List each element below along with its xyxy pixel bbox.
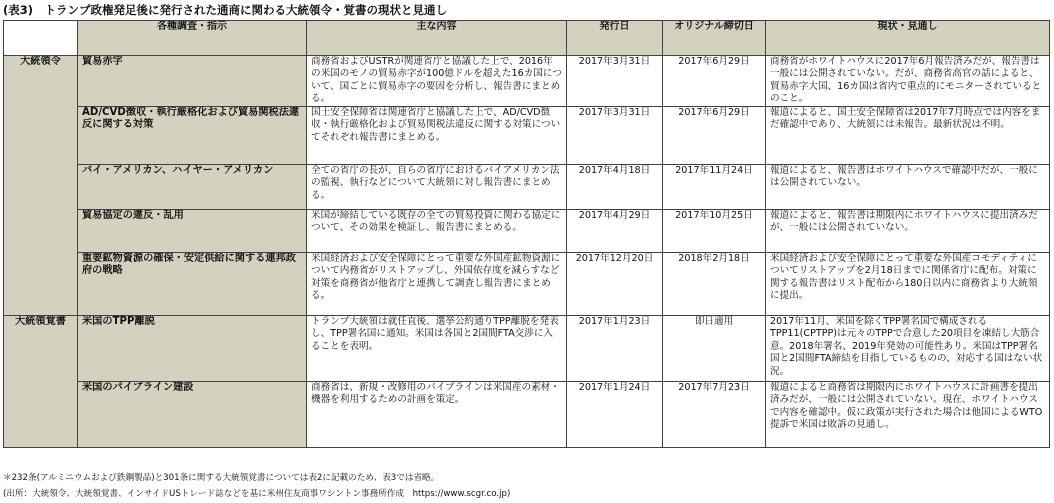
row-name: 貿易赤字 <box>78 56 307 107</box>
row-deadline: 2017年6月29日 <box>663 107 766 165</box>
row-deadline: 2017年6月29日 <box>663 56 766 107</box>
row-content: 国土安全保障省は関連省庁と協議した上で、AD/CVD徴収・執行厳格化および貿易関税法違反に関する対策についてそれぞれ報告書にまとめる。 <box>307 107 567 165</box>
table-row <box>4 107 1050 165</box>
row-content: トランプ大統領は就任直後、選挙公約通りTPP離脱を発表し、TPP署名国に通知。米国は各国と2国間FTA交渉に入ることを表明。 <box>307 316 567 382</box>
table-title: (表3) トランプ政権発足後に発行された通商に関わる大統領令・覚書の現状と見通し <box>3 3 448 17</box>
header-content: 主な内容 <box>307 21 567 56</box>
row-name: 重要鉱物資源の確保・安定供給に関する連邦政府の戦略 <box>78 253 307 316</box>
row-content: 商務省は、新規・改修用のパイプラインは米国産の素材・機器を利用するための計画を策定。 <box>307 382 567 448</box>
row-content: 全ての省庁の長が、自らの省庁におけるバイアメリカン法の監視、執行などについて大統領に対し報告書にまとめる。 <box>307 165 567 210</box>
table-row <box>4 210 1050 253</box>
row-deadline: 2017年10月25日 <box>663 210 766 253</box>
table-row <box>4 316 1050 382</box>
row-name: 米国のパイプライン建設 <box>78 382 307 448</box>
row-status: 報道によると、報告書はホワイトハウスで確認中だが、一般には公開されていない。 <box>766 165 1050 210</box>
row-issued: 2017年12月20日 <box>567 253 663 316</box>
header-deadline: オリジナル締切日 <box>663 21 766 56</box>
row-name: 米国のTPP離脱 <box>78 316 307 382</box>
row-status: 商務省がホワイトハウスに2017年6月報告済みだが、報告書は一般には公開されていない。だが、商務省高官の話によると、貿易赤字大国、16カ国は省内で重点的にモニターされているとのこと。 <box>766 56 1050 107</box>
row-issued: 2017年3月31日 <box>567 107 663 165</box>
row-issued: 2017年1月23日 <box>567 316 663 382</box>
footnotes <box>3 470 510 502</box>
header-row <box>4 21 1050 56</box>
row-name: AD/CVD徴収・執行厳格化および貿易関税法違反に関する対策 <box>78 107 307 165</box>
row-deadline: 2017年7月23日 <box>663 382 766 448</box>
row-name: バイ・アメリカン、ハイヤー・アメリカン <box>78 165 307 210</box>
header-status: 現状・見通し <box>766 21 1050 56</box>
footnote-source: (出所：大統領令、大統領覚書、インサイドUSトレード誌などを基に米州住友商事ワシントン事務所作成 https://www.scgr.co.jp) <box>3 489 511 499</box>
row-content: 商務省およびUSTRが関連省庁と協議した上で、2016年の米国のモノの貿易赤字が100億ドルを超えた16カ国について、国ごとに貿易赤字の要因を分析し、報告書にまとめる。 <box>307 56 567 107</box>
header-issued: 発行日 <box>567 21 663 56</box>
row-status: 米国経済および安全保障にとって重要な外国産コモディティについてリストアップを2月18日までに関係省庁に配布。対策に関する報告書はリスト配布から180日以内に商務省より大統領に提出。 <box>766 253 1050 316</box>
row-issued: 2017年1月24日 <box>567 382 663 448</box>
row-deadline: 2018年2月18日 <box>663 253 766 316</box>
table-row <box>4 253 1050 316</box>
row-content: 米国が締結している既存の全ての貿易投資に関わる協定について、その効果を検証し、報告書にまとめる。 <box>307 210 567 253</box>
executive-orders-table <box>3 20 1050 448</box>
table-row <box>4 382 1050 448</box>
footnote-omitted: ＊232条(アルミニウムおよび鉄鋼製品)と301条に関する大統領覚書については表2に記載のため、表3では省略。 <box>3 473 440 483</box>
row-issued: 2017年4月18日 <box>567 165 663 210</box>
header-item: 各種調査・指示 <box>78 21 307 56</box>
row-deadline: 即日適用 <box>663 316 766 382</box>
row-status: 2017年11月、米国を除くTPP署名国で構成されるTPP11(CPTPP)は元々のTPPで合意した20項目を凍結し大筋合意。2018年署名、2019年発効の可能性あり。米国はTPP署名国と2国間FTA締結を目指しているものの、対応する国はない状況。 <box>766 316 1050 382</box>
category-memorandum: 大統領覚書 <box>4 316 78 448</box>
table-row <box>4 56 1050 107</box>
category-executive-order: 大統領令 <box>4 56 78 316</box>
row-status: 報道によると、国土安全保障省は2017年7月時点では内容をまだ確認中であり、大統領には未報告。最新状況は不明。 <box>766 107 1050 165</box>
row-issued: 2017年4月29日 <box>567 210 663 253</box>
row-name: 貿易協定の違反・乱用 <box>78 210 307 253</box>
row-status: 報道によると、報告書は期限内にホワイトハウスに提出済みだが、一般には公開されていない。 <box>766 210 1050 253</box>
row-content: 米国経済および安全保障にとって重要な外国産鉱物資源について内務省がリストアップし、外国依存度を減らすなど対策を商務省が他省庁と連携して調査し報告書にまとめる。 <box>307 253 567 316</box>
table-row <box>4 165 1050 210</box>
row-deadline: 2017年11月24日 <box>663 165 766 210</box>
header-corner <box>4 21 78 56</box>
row-status: 報道によると商務省は期限内にホワイトハウスに計画書を提出済みだが、一般には公開されていない。現在、ホワイトハウスで内容を確認中。仮に政策が実行された場合は他国によるWTO提訴で米国は敗訴の見通し。 <box>766 382 1050 448</box>
row-issued: 2017年3月31日 <box>567 56 663 107</box>
